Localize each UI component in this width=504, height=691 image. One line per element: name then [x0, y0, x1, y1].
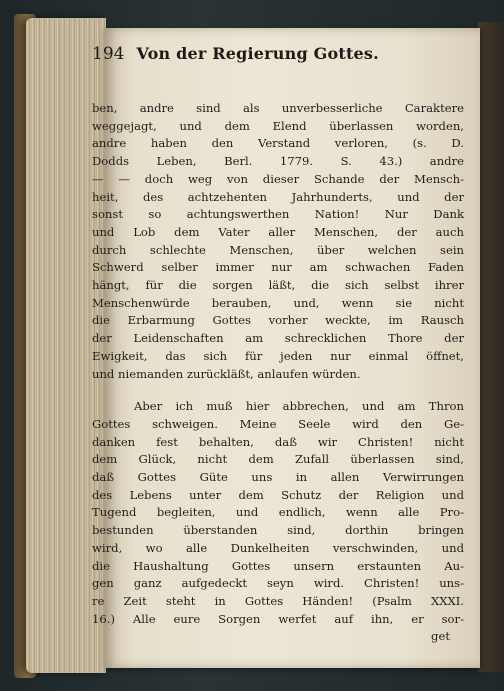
- page-number: 194: [92, 44, 125, 64]
- text-line: Gottes schweigen. Meine Seele wird den Ge-: [92, 416, 464, 431]
- text-line: hängt, für die sorgen läßt, die sich selbst ihrer: [92, 278, 464, 293]
- text-line: die Haushaltung Gottes unsern erstaunten Au-: [92, 558, 464, 573]
- body-text: [92, 100, 464, 646]
- text-line: Schwerd selber immer nur am schwachen Faden: [92, 260, 464, 275]
- running-title: Von der Regierung Gottes.: [136, 44, 379, 63]
- text-line: andre haben den Verstand verloren, (s. D.: [92, 136, 464, 151]
- catchword: get: [431, 629, 450, 644]
- text-line: des Lebens unter dem Schutz der Religion und: [92, 487, 464, 502]
- text-line: und Lob dem Vater aller Menschen, der auch: [92, 224, 464, 239]
- text-line: re Zeit steht in Gottes Händen! (Psalm XXXI.: [92, 593, 464, 608]
- text-line: Ewigkeit, das sich für jeden nur einmal öffnet,: [92, 348, 464, 363]
- text-line: wird, wo alle Dunkelheiten verschwinden, und: [92, 540, 464, 555]
- text-line: dem Glück, nicht dem Zufall überlassen sind,: [92, 452, 464, 467]
- text-line: Dodds Leben, Berl. 1779. S. 43.) andre: [92, 154, 464, 169]
- page-header: [92, 44, 422, 74]
- text-line: durch schlechte Menschen, über welchen sein: [92, 242, 464, 257]
- text-line: Tugend begleiten, und endlich, wenn alle Pro-: [92, 505, 464, 520]
- text-line: Menschenwürde berauben, und, wenn sie nicht: [92, 295, 464, 310]
- text-line: heit, des achtzehenten Jahrhunderts, und der: [92, 189, 464, 204]
- text-line: weggejagt, und dem Elend überlassen worden,: [92, 118, 464, 133]
- text-line: ben, andre sind als unverbesserliche Caraktere: [92, 101, 464, 115]
- text-line: sonst so achtungswerthen Nation! Nur Dank: [92, 207, 464, 222]
- paragraph-1: [92, 100, 464, 383]
- text-line: danken fest behalten, daß wir Christen! nicht: [92, 434, 464, 449]
- paragraph-2: [92, 398, 464, 628]
- text-line: Aber ich muß hier abbrechen, und am Thron: [134, 399, 464, 414]
- text-line: der Leidenschaften am schrecklichen Thore der: [92, 331, 464, 346]
- right-cover-board: [478, 22, 504, 672]
- text-line: und niemanden zurückläßt, anlaufen würden.: [92, 366, 361, 381]
- text-line: bestunden überstanden sind, dorthin bringen: [92, 523, 464, 538]
- text-line: 16.) Alle eure Sorgen werfet auf ihn, er sor-: [92, 611, 464, 626]
- text-line: — — doch weg von dieser Schande der Mensch-: [92, 171, 464, 186]
- text-line: die Erbarmung Gottes vorher weckte, im Rausch: [92, 313, 464, 328]
- paragraph-gap: [92, 383, 464, 398]
- text-line: daß Gottes Güte uns in allen Verwirrungen: [92, 470, 464, 485]
- text-line: gen ganz aufgedeckt seyn wird. Christen! uns-: [92, 576, 464, 591]
